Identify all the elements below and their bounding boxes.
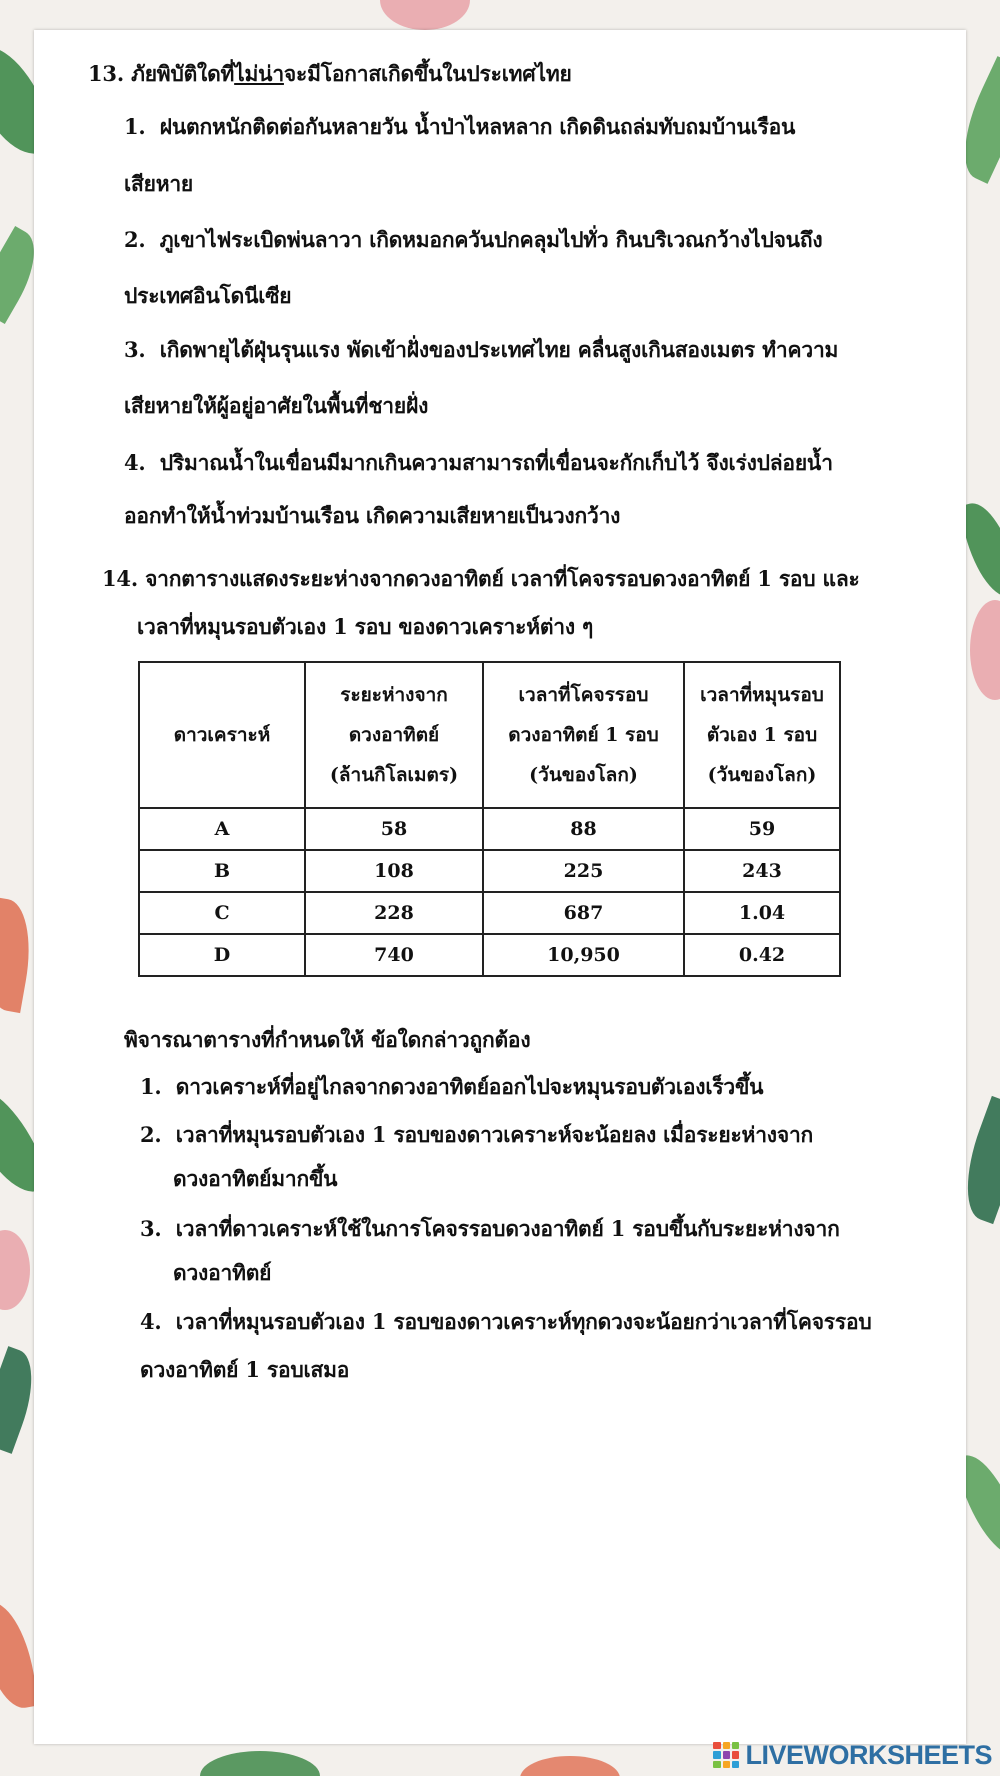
petal-decoration <box>200 1751 320 1776</box>
option-text: ฝนตกหนักติดต่อกันหลายวัน น้ำป่าไหลหลาก เกิดดินถล่มทับถมบ้านเรือน <box>159 114 796 139</box>
header-planet <box>139 662 305 808</box>
q14-option-4-cont: ดวงอาทิตย์ 1 รอบเสมอ <box>140 1357 350 1382</box>
option-text: เวลาที่หมุนรอบตัวเอง 1 รอบของดาวเคราะห์ทุกดวงจะน้อยกว่าเวลาที่โคจรรอบ <box>175 1309 872 1334</box>
q14-option-2-cont: ดวงอาทิตย์มากขึ้น <box>173 1166 338 1191</box>
q13-option-4[interactable] <box>124 447 833 480</box>
petal-decoration <box>970 600 1000 700</box>
cell-rotation: 243 <box>684 850 840 892</box>
q14-option-3[interactable] <box>140 1213 840 1246</box>
q13-option-1-cont: เสียหาย <box>124 171 194 196</box>
petal-decoration <box>520 1756 620 1776</box>
cell-orbit: 88 <box>483 808 684 850</box>
q14-option-3-cont: ดวงอาทิตย์ <box>173 1260 272 1285</box>
cell-distance: 740 <box>305 934 483 976</box>
q13-option-3-cont: เสียหายให้ผู้อยู่อาศัยในพื้นที่ชายฝั่ง <box>124 393 429 418</box>
liveworksheets-logo[interactable] <box>713 1740 992 1770</box>
table-row <box>139 850 840 892</box>
cell-orbit: 687 <box>483 892 684 934</box>
q13-question <box>88 58 572 91</box>
option-number: 1. <box>124 114 146 139</box>
table-row <box>139 892 840 934</box>
q13-question-post: จะมีโอกาสเกิดขึ้นในประเทศไทย <box>283 61 572 86</box>
header-line: เวลาที่โคจรรอบ <box>518 684 649 706</box>
option-text: เกิดพายุไต้ฝุ่นรุนแรง พัดเข้าฝั่งของประเทศไทย คลื่นสูงเกินสองเมตร ทำความ <box>159 337 839 362</box>
header-orbit <box>483 662 684 808</box>
q13-question-emphasis: ไม่น่า <box>234 61 284 86</box>
cell-distance: 228 <box>305 892 483 934</box>
header-line: ตัวเอง 1 รอบ <box>706 724 818 746</box>
option-text: เวลาที่หมุนรอบตัวเอง 1 รอบของดาวเคราะห์จะน้อยลง เมื่อระยะห่างจาก <box>175 1122 814 1147</box>
cell-orbit: 10,950 <box>483 934 684 976</box>
cell-rotation: 59 <box>684 808 840 850</box>
cell-planet: C <box>139 892 305 934</box>
option-number: 1. <box>140 1074 162 1099</box>
header-distance <box>305 662 483 808</box>
cell-orbit: 225 <box>483 850 684 892</box>
q13-option-2-cont: ประเทศอินโดนีเซีย <box>124 283 292 308</box>
q14-option-1[interactable] <box>140 1071 763 1104</box>
option-number: 3. <box>124 337 146 362</box>
q14-prompt: พิจารณาตารางที่กำหนดให้ ข้อใดกล่าวถูกต้อง <box>124 1027 531 1052</box>
cell-rotation: 0.42 <box>684 934 840 976</box>
planet-table <box>138 661 841 977</box>
header-line: (วันของโลก) <box>707 764 817 786</box>
q13-option-3[interactable] <box>124 334 838 367</box>
petal-decoration <box>380 0 470 30</box>
logo-text: LIVEWORKSHEETS <box>745 1739 992 1770</box>
petal-decoration <box>0 1230 30 1310</box>
header-line: ดาวเคราะห์ <box>173 724 271 746</box>
q14-option-4[interactable] <box>140 1306 872 1339</box>
header-line: (วันของโลก) <box>529 764 638 786</box>
option-text: ปริมาณน้ำในเขื่อนมีมากเกินความสามารถที่เขื่อนจะกักเก็บไว้ จึงเร่งปล่อยน้ำ <box>159 450 833 475</box>
option-number: 4. <box>124 450 146 475</box>
table-row <box>139 934 840 976</box>
option-number: 2. <box>124 227 146 252</box>
q14-option-2[interactable] <box>140 1119 813 1152</box>
table-header-row <box>139 662 840 808</box>
option-number: 2. <box>140 1122 162 1147</box>
header-line: ดวงอาทิตย์ <box>348 724 440 746</box>
q13-option-4-cont: ออกทำให้น้ำท่วมบ้านเรือน เกิดความเสียหายเป็นวงกว้าง <box>124 503 621 528</box>
header-line: เวลาที่หมุนรอบ <box>700 684 824 706</box>
q14-intro-line1: จากตารางแสดงระยะห่างจากดวงอาทิตย์ เวลาที่โคจรรอบดวงอาทิตย์ 1 รอบ และ <box>145 566 860 591</box>
logo-grid-icon <box>713 1742 739 1768</box>
q14-intro-line2: เวลาที่หมุนรอบตัวเอง 1 รอบ ของดาวเคราะห์ต่าง ๆ <box>137 614 594 639</box>
q14-intro <box>102 563 860 596</box>
cell-planet: A <box>139 808 305 850</box>
header-rotation <box>684 662 840 808</box>
option-number: 3. <box>140 1216 162 1241</box>
cell-planet: B <box>139 850 305 892</box>
header-line: ระยะห่างจาก <box>340 684 448 706</box>
header-line: ดวงอาทิตย์ 1 รอบ <box>508 724 659 746</box>
cell-planet: D <box>139 934 305 976</box>
table-row <box>139 808 840 850</box>
cell-rotation: 1.04 <box>684 892 840 934</box>
q13-number: 13. <box>88 61 124 86</box>
option-text: เวลาที่ดาวเคราะห์ใช้ในการโคจรรอบดวงอาทิตย์ 1 รอบขึ้นกับระยะห่างจาก <box>175 1216 840 1241</box>
cell-distance: 108 <box>305 850 483 892</box>
option-number: 4. <box>140 1309 162 1334</box>
q13-option-1[interactable] <box>124 111 795 144</box>
q13-option-2[interactable] <box>124 224 822 257</box>
option-text: ภูเขาไฟระเบิดพ่นลาวา เกิดหมอกควันปกคลุมไปทั่ว กินบริเวณกว้างไปจนถึง <box>159 227 823 252</box>
option-text: ดาวเคราะห์ที่อยู่ไกลจากดวงอาทิตย์ออกไปจะหมุนรอบตัวเองเร็วขึ้น <box>175 1074 764 1099</box>
header-line: (ล้านกิโลเมตร) <box>329 764 459 786</box>
q14-number: 14. <box>102 566 138 591</box>
cell-distance: 58 <box>305 808 483 850</box>
q13-question-pre: ภัยพิบัติใดที่ <box>131 61 235 86</box>
